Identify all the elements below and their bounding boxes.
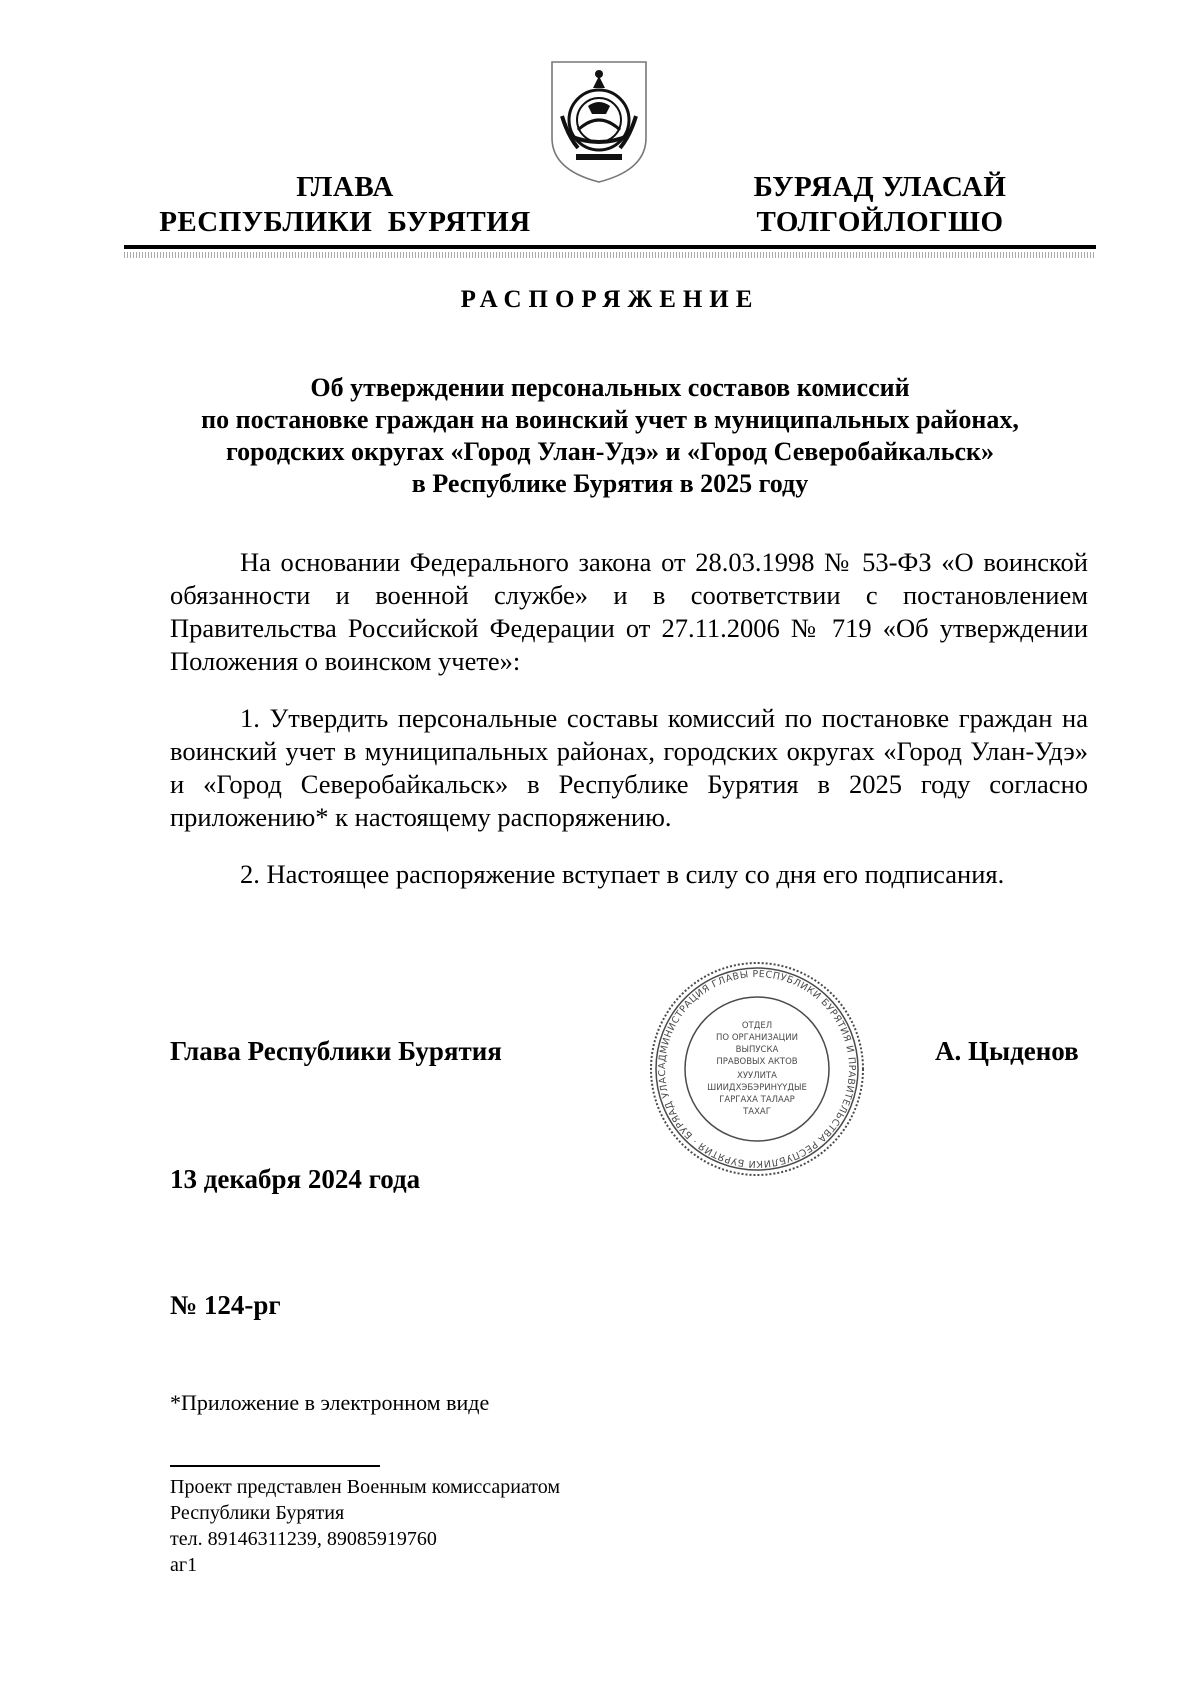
svg-text:ШИИДХЭБЭРИНҮҮДЫЕ: ШИИДХЭБЭРИНҮҮДЫЕ [707, 1083, 807, 1093]
header-divider-hatch [124, 252, 1096, 258]
header-divider [124, 245, 1096, 249]
header-right-line1: БУРЯАД УЛАСАЙ [753, 171, 1007, 203]
svg-text:ПО ОРГАНИЗАЦИИ: ПО ОРГАНИЗАЦИИ [716, 1033, 798, 1043]
signature-position: Глава Республики Бурятия [170, 1036, 502, 1066]
appendix-note: *Приложение в электронном виде [170, 1390, 490, 1415]
svg-text:ХУУЛИТА: ХУУЛИТА [737, 1071, 777, 1081]
header-right-line2: ТОЛГОЙЛОГШО [756, 206, 1004, 238]
footer-line-4: аг1 [170, 1554, 198, 1576]
document-title [124, 372, 1096, 500]
preamble-paragraph: На основании Федерального закона от 28.03.1998 № 53-ФЗ «О воинской обязанности и военной службе» и в соответствии с постановлением Правительства Российской Федерации от 27.11.2006 № 719 «Об утверждении Положения о воинском учете»: [170, 547, 1088, 676]
svg-text:АДМИНИСТРАЦИЯ ГЛАВЫ РЕСПУБЛИКИ: АДМИНИСТРАЦИЯ ГЛАВЫ РЕСПУБЛИКИ БУРЯТИЯ И ПРАВИТЕЛЬСТВА РЕСПУБЛИКИ БУРЯТИЯ · БУРЯАД УЛАС [656, 968, 858, 1170]
coat-of-arms-icon [548, 58, 650, 186]
item-2-paragraph: 2. Настоящее распоряжение вступает в силу со дня его подписания. [240, 859, 1005, 889]
header-left-line1: ГЛАВА [296, 171, 394, 203]
title-line-3: городских округах «Город Улан-Удэ» и «Город Северобайкальск» [226, 437, 994, 466]
document-body [170, 546, 1088, 891]
footer-divider [170, 1465, 380, 1467]
document-number: № 124-рг [170, 1290, 281, 1320]
header-left-line2: РЕСПУБЛИКИ БУРЯТИЯ [159, 206, 531, 238]
footer-line-1: Проект представлен Военным комиссариатом [170, 1476, 561, 1498]
official-stamp [648, 960, 866, 1178]
title-line-1: Об утверждении персональных составов комиссий [310, 373, 910, 402]
svg-text:ПРАВОВЫХ АКТОВ: ПРАВОВЫХ АКТОВ [716, 1057, 798, 1067]
svg-text:ГАРГАХА ТАЛААР: ГАРГАХА ТАЛААР [719, 1095, 795, 1105]
document-type: РАСПОРЯЖЕНИЕ [460, 286, 760, 313]
footer-info [170, 1474, 560, 1578]
header-left [120, 170, 570, 240]
svg-text:ТАХАГ: ТАХАГ [743, 1107, 771, 1117]
svg-text:ОТДЕЛ: ОТДЕЛ [741, 1021, 773, 1031]
footer-line-3: тел. 89146311239, 89085919760 [170, 1528, 437, 1550]
header-right [680, 170, 1080, 240]
svg-text:ВЫПУСКА: ВЫПУСКА [735, 1045, 779, 1055]
signature-name: А. Цыденов [935, 1036, 1079, 1066]
item-1-paragraph: 1. Утвердить персональные составы комиссий по постановке граждан на воинский учет в муниципальных районах, городских округах «Город Улан-Удэ» и «Город Северобайкальск» в Республике Бурятия в 2025 году согласно приложению* к настоящему распоряжению. [170, 703, 1088, 832]
title-line-2: по постановке граждан на воинский учет в муниципальных районах, [201, 405, 1019, 434]
title-line-4: в Республике Бурятия в 2025 году [411, 469, 809, 498]
footer-line-2: Республики Бурятия [170, 1502, 345, 1524]
document-date: 13 декабря 2024 года [170, 1164, 421, 1194]
